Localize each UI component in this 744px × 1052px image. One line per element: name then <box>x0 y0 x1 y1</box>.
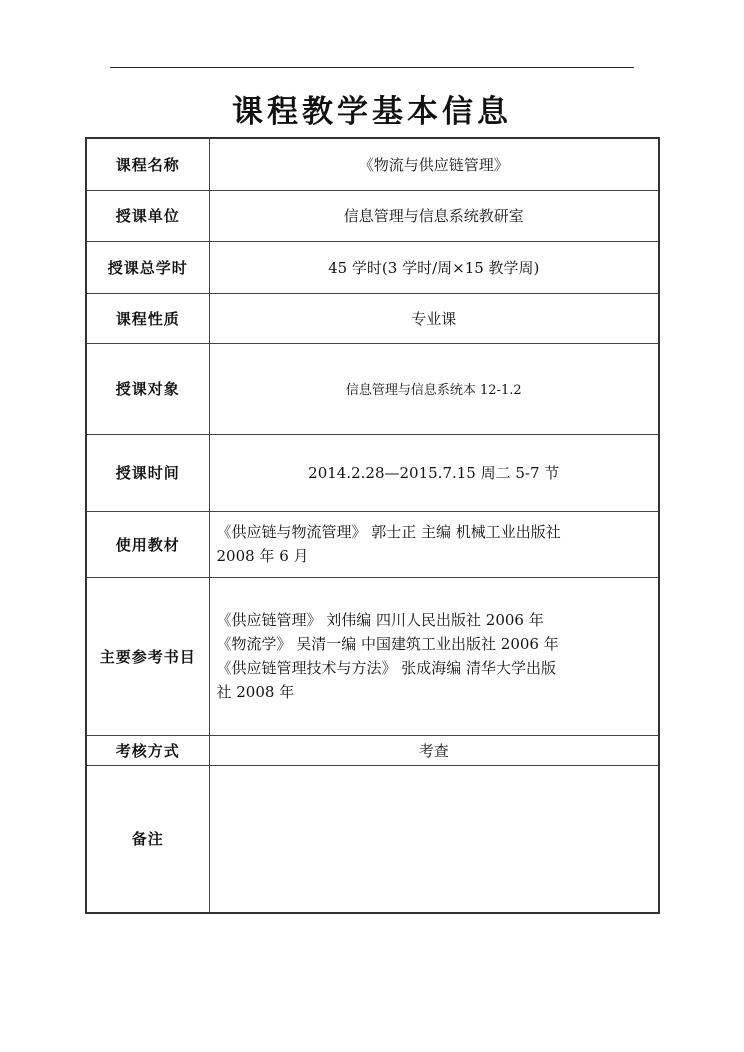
table-row <box>86 293 659 343</box>
table-row <box>86 735 659 765</box>
header-rule <box>110 67 634 68</box>
value-course-type: 专业课 <box>209 293 659 343</box>
label-references: 主要参考书目 <box>86 577 209 735</box>
label-total-hours: 授课总学时 <box>86 241 209 293</box>
table-row <box>86 190 659 241</box>
reference-line: 《供应链管理》 刘伟编 四川人民出版社 2006 年 <box>216 611 544 629</box>
textbook-line: 2008 年 6 月 <box>216 547 309 565</box>
table-row <box>86 434 659 511</box>
value-total-hours: 45 学时(3 学时/周×15 教学周) <box>209 241 659 293</box>
table-row <box>86 241 659 293</box>
value-audience: 信息管理与信息系统本 12-1.2 <box>209 343 659 434</box>
label-teaching-time: 授课时间 <box>86 434 209 511</box>
value-teaching-time: 2014.2.28—2015.7.15 周二 5-7 节 <box>209 434 659 511</box>
value-remarks <box>209 765 659 913</box>
table-row <box>86 138 659 190</box>
label-course-type: 课程性质 <box>86 293 209 343</box>
value-textbook <box>209 511 659 577</box>
table-row <box>86 511 659 577</box>
label-remarks: 备注 <box>86 765 209 913</box>
reference-line: 《物流学》 吴清一编 中国建筑工业出版社 2006 年 <box>216 635 559 653</box>
label-assessment: 考核方式 <box>86 735 209 765</box>
value-assessment: 考查 <box>209 735 659 765</box>
value-teaching-unit: 信息管理与信息系统教研室 <box>209 190 659 241</box>
page-title: 课程教学基本信息 <box>232 94 512 130</box>
reference-line: 《供应链管理技术与方法》 张成海编 清华大学出版 <box>216 659 557 677</box>
table-row <box>86 577 659 735</box>
label-audience: 授课对象 <box>86 343 209 434</box>
table-row <box>86 343 659 434</box>
label-textbook: 使用教材 <box>86 511 209 577</box>
value-references <box>209 577 659 735</box>
label-course-name: 课程名称 <box>86 138 209 190</box>
table-row <box>86 765 659 913</box>
value-course-name: 《物流与供应链管理》 <box>209 138 659 190</box>
reference-line: 社 2008 年 <box>216 683 295 701</box>
label-teaching-unit: 授课单位 <box>86 190 209 241</box>
textbook-line: 《供应链与物流管理》 郭士正 主编 机械工业出版社 <box>216 523 561 541</box>
course-info-table <box>85 137 660 914</box>
